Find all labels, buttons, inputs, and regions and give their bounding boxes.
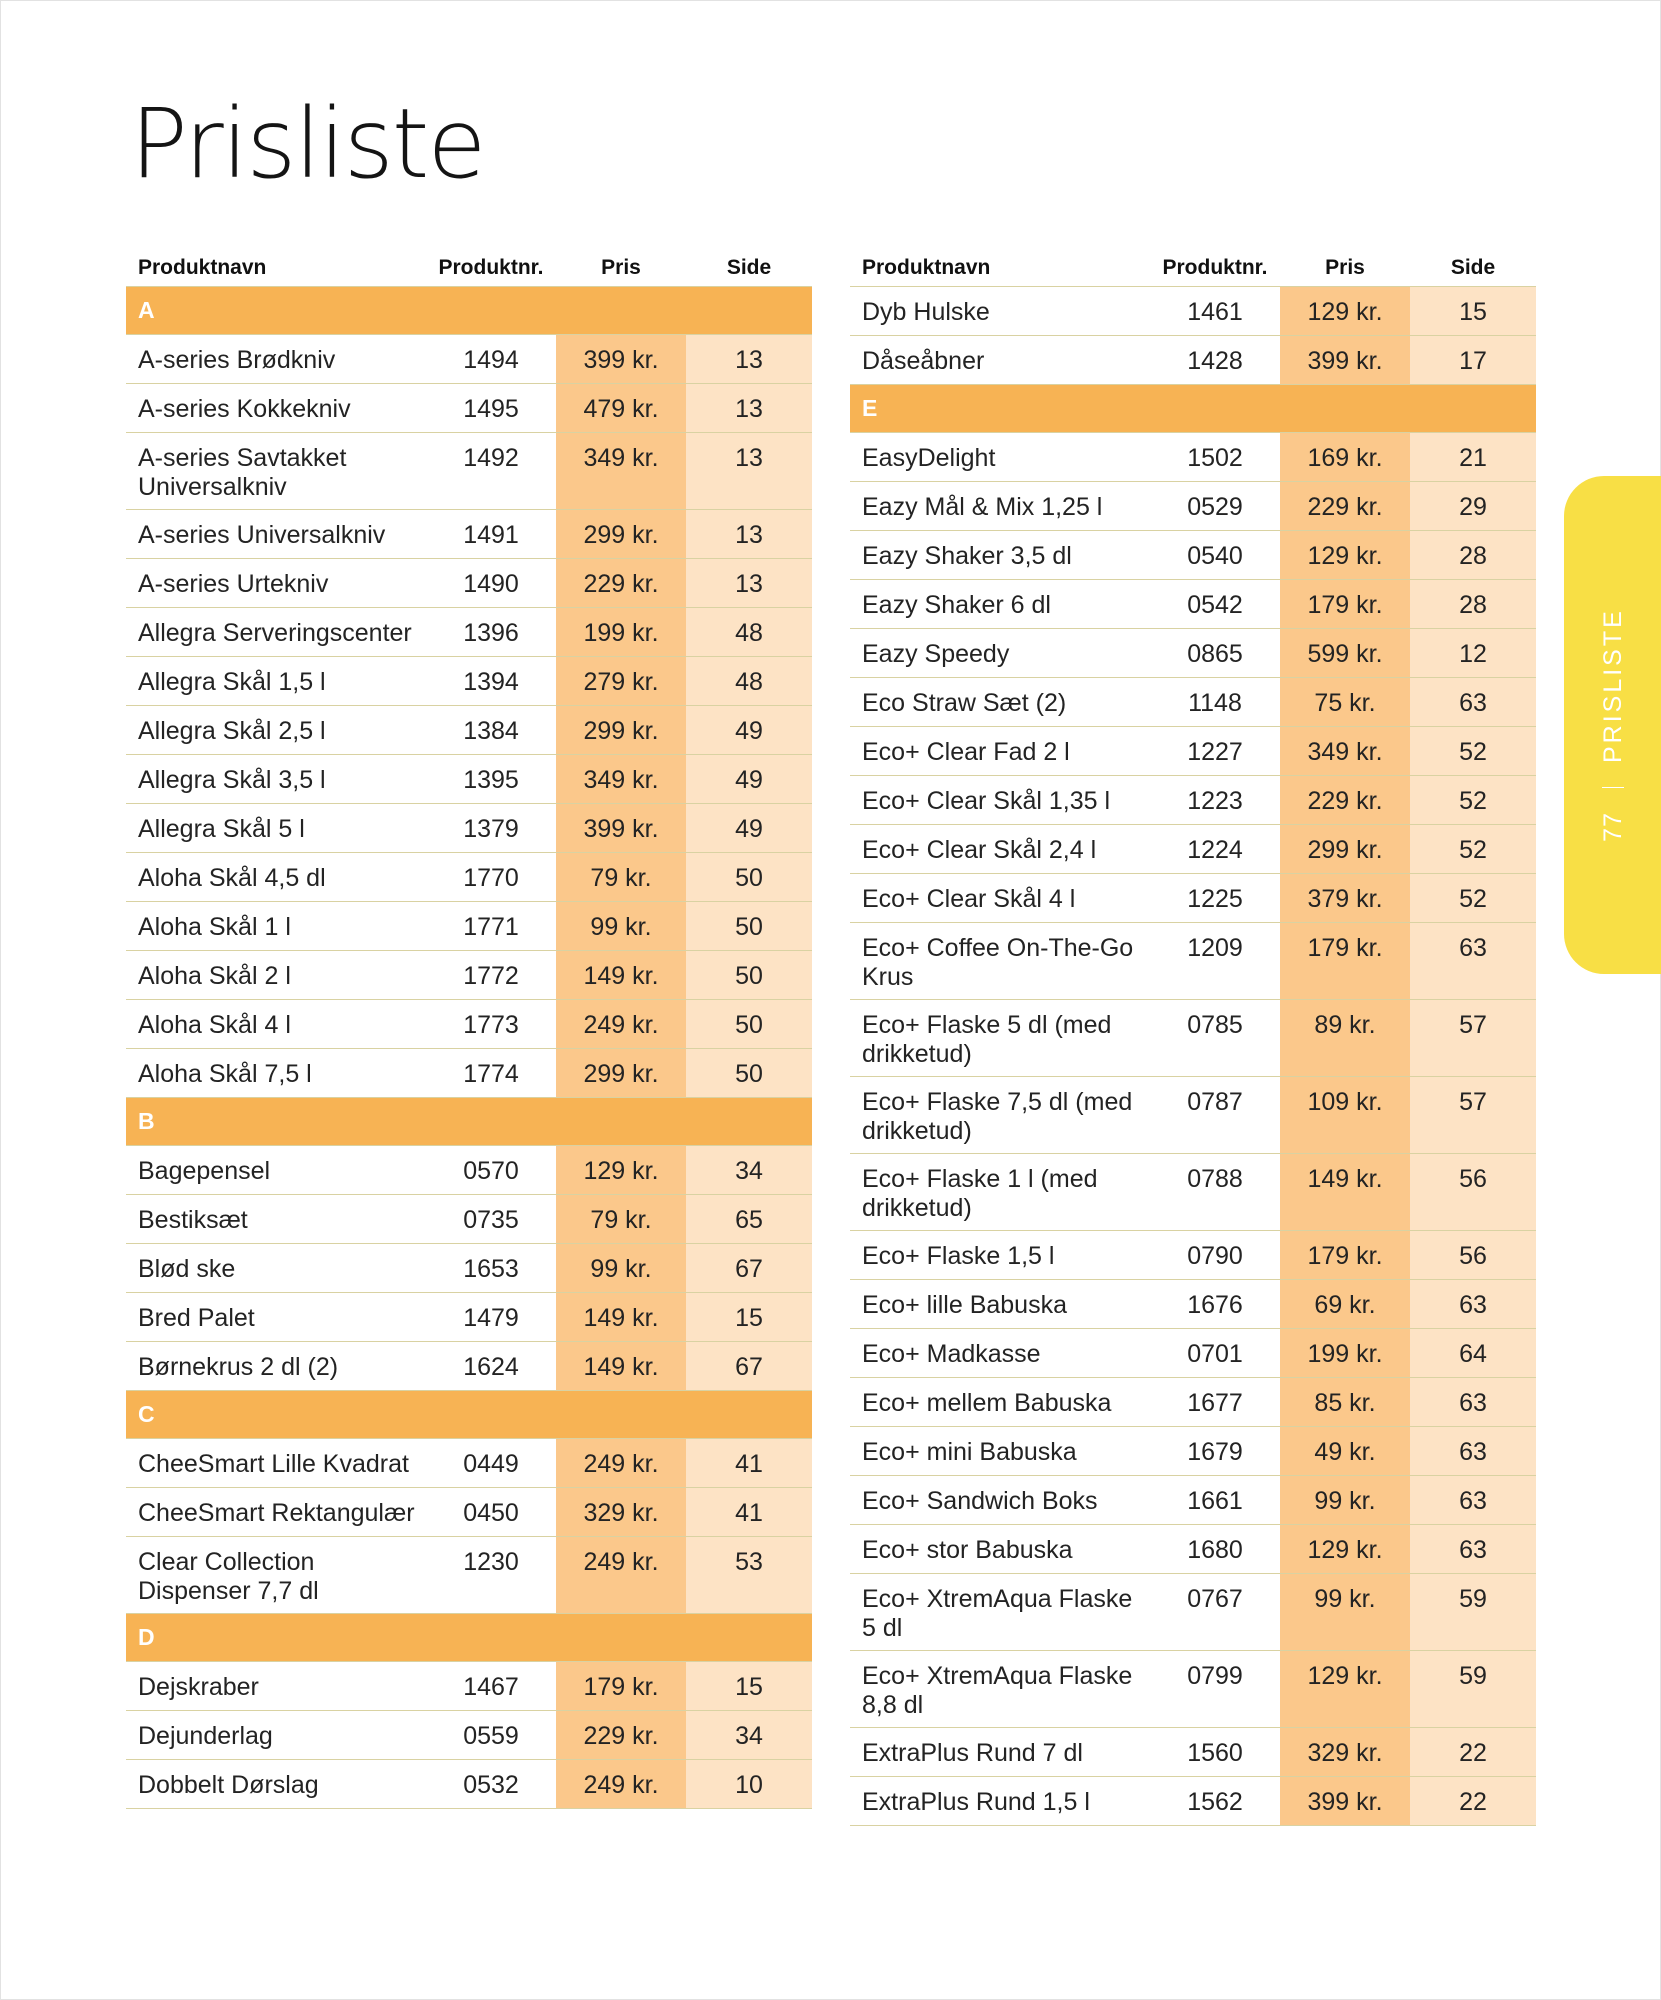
table-row [850, 1574, 1536, 1651]
product-number: 1223 [1187, 787, 1243, 815]
product-number: 1227 [1187, 738, 1243, 766]
product-name: Eco+ stor Babuska [862, 1536, 1073, 1564]
price-table-right [850, 240, 1536, 1826]
product-number: 1230 [463, 1548, 519, 1576]
table-row [126, 951, 812, 1000]
product-name: Eco+ XtremAqua Flaske 8,8 dl [862, 1662, 1133, 1719]
product-name: Bred Palet [138, 1304, 255, 1332]
tab-divider [1602, 787, 1624, 788]
page-cell: 49 [686, 804, 812, 852]
product-number: 1461 [1187, 298, 1243, 326]
price-cell: 179 kr. [1280, 1231, 1410, 1279]
table-row [126, 1760, 812, 1809]
page-cell: 63 [1410, 678, 1536, 726]
product-number: 1491 [463, 521, 519, 549]
table-row [126, 1293, 812, 1342]
table-row [126, 902, 812, 951]
table-row [126, 559, 812, 608]
price-cell: 99 kr. [1280, 1574, 1410, 1650]
table-row [850, 1427, 1536, 1476]
product-name: Eco+ Coffee On-The-Go Krus [862, 934, 1134, 991]
page-cell: 63 [1410, 1476, 1536, 1524]
product-number: 1225 [1187, 885, 1243, 913]
product-name: Bestiksæt [138, 1206, 248, 1234]
product-number: 1653 [463, 1255, 519, 1283]
table-row [850, 727, 1536, 776]
product-name: EasyDelight [862, 444, 996, 472]
product-name: Eco+ XtremAqua Flaske 5 dl [862, 1585, 1133, 1642]
table-row [126, 657, 812, 706]
product-name: Eazy Mål & Mix 1,25 l [862, 493, 1103, 521]
product-number: 1770 [463, 864, 519, 892]
page-cell: 63 [1410, 1525, 1536, 1573]
product-name: Bagepensel [138, 1157, 271, 1185]
product-name: Eco+ Madkasse [862, 1340, 1041, 1368]
price-cell: 399 kr. [556, 804, 686, 852]
product-number: 1384 [463, 717, 519, 745]
page-cell: 34 [686, 1711, 812, 1759]
price-cell: 399 kr. [1280, 336, 1410, 384]
table-row [850, 1329, 1536, 1378]
price-cell: 129 kr. [1280, 287, 1410, 335]
price-cell: 79 kr. [556, 1195, 686, 1243]
page-cell: 64 [1410, 1329, 1536, 1377]
product-name: A-series Kokkekniv [138, 395, 351, 423]
table-row [126, 1244, 812, 1293]
table-row [850, 923, 1536, 1000]
product-name: Allegra Skål 2,5 l [138, 717, 326, 745]
page-cell: 49 [686, 755, 812, 803]
product-number: 0570 [463, 1157, 519, 1185]
product-name: Eco Straw Sæt (2) [862, 689, 1067, 717]
table-row [126, 1049, 812, 1098]
page-cell: 52 [1410, 825, 1536, 873]
product-number: 1771 [463, 913, 519, 941]
product-name: Eco+ Flaske 7,5 dl (med drikketud) [862, 1088, 1133, 1145]
product-name: Eco+ Clear Skål 1,35 l [862, 787, 1111, 815]
product-name: Allegra Serveringscenter [138, 619, 412, 647]
product-number: 1396 [463, 619, 519, 647]
table-row [850, 336, 1536, 385]
page-cell: 48 [686, 657, 812, 705]
product-number: 0735 [463, 1206, 519, 1234]
product-number: 1148 [1188, 689, 1242, 717]
product-name: Eco+ Clear Skål 2,4 l [862, 836, 1097, 864]
product-number: 1773 [463, 1011, 519, 1039]
page-cell: 49 [686, 706, 812, 754]
price-cell: 299 kr. [556, 510, 686, 558]
product-name: ExtraPlus Rund 1,5 l [862, 1788, 1090, 1816]
product-name: A-series Universalkniv [138, 521, 386, 549]
product-number: 1395 [463, 766, 519, 794]
price-cell: 329 kr. [556, 1488, 686, 1536]
page-cell: 59 [1410, 1574, 1536, 1650]
page-cell: 22 [1410, 1777, 1536, 1825]
product-name: ExtraPlus Rund 7 dl [862, 1739, 1083, 1767]
table-row [126, 1439, 812, 1488]
table-row [126, 1662, 812, 1711]
product-number: 0559 [463, 1722, 519, 1750]
header-price: Pris [601, 256, 641, 279]
product-number: 1224 [1187, 836, 1243, 864]
price-cell: 149 kr. [556, 951, 686, 999]
page-cell: 48 [686, 608, 812, 656]
price-cell: 79 kr. [556, 853, 686, 901]
section-side-tab [1564, 476, 1661, 974]
table-row [850, 776, 1536, 825]
side-tab-content [1593, 515, 1633, 935]
price-cell: 129 kr. [1280, 531, 1410, 579]
table-row [850, 1154, 1536, 1231]
price-cell: 129 kr. [556, 1146, 686, 1194]
product-name: Blød ske [138, 1255, 236, 1283]
product-name: A-series Savtakket Universalkniv [138, 444, 347, 501]
product-number: 1772 [463, 962, 519, 990]
product-name: Eco+ Flaske 5 dl (med drikketud) [862, 1011, 1112, 1068]
price-cell: 249 kr. [556, 1439, 686, 1487]
price-cell: 479 kr. [556, 384, 686, 432]
product-number: 1479 [463, 1304, 519, 1332]
price-cell: 379 kr. [1280, 874, 1410, 922]
product-number: 1680 [1187, 1536, 1243, 1564]
price-cell: 249 kr. [556, 1000, 686, 1048]
product-number: 0799 [1187, 1662, 1243, 1690]
page-cell: 63 [1410, 1427, 1536, 1475]
page-cell: 22 [1410, 1728, 1536, 1776]
price-cell: 169 kr. [1280, 433, 1410, 481]
product-name: Aloha Skål 4,5 dl [138, 864, 326, 892]
product-number: 1677 [1187, 1389, 1243, 1417]
page-cell: 41 [686, 1439, 812, 1487]
page-cell: 59 [1410, 1651, 1536, 1727]
product-name: Dejskraber [138, 1673, 259, 1701]
product-number: 1490 [463, 570, 519, 598]
product-name: Eco+ lille Babuska [862, 1291, 1067, 1319]
product-number: 1394 [463, 668, 519, 696]
product-name: Eco+ Flaske 1 l (med drikketud) [862, 1165, 1098, 1222]
page-cell: 52 [1410, 874, 1536, 922]
table-row [850, 825, 1536, 874]
product-number: 0450 [463, 1499, 519, 1527]
table-body [850, 287, 1536, 1826]
page-cell: 57 [1410, 1077, 1536, 1153]
price-cell: 299 kr. [556, 706, 686, 754]
price-cell: 69 kr. [1280, 1280, 1410, 1328]
page-cell: 17 [1410, 336, 1536, 384]
table-row [850, 433, 1536, 482]
price-cell: 99 kr. [556, 902, 686, 950]
header-price: Pris [1325, 256, 1365, 279]
page-cell: 52 [1410, 727, 1536, 775]
product-number: 1661 [1187, 1487, 1243, 1515]
price-cell: 249 kr. [556, 1760, 686, 1808]
price-cell: 399 kr. [1280, 1777, 1410, 1825]
price-cell: 249 kr. [556, 1537, 686, 1613]
header-product-number: Produktnr. [1162, 256, 1268, 279]
table-row [850, 531, 1536, 580]
product-name: Eco+ Flaske 1,5 l [862, 1242, 1055, 1270]
product-name: Eco+ mellem Babuska [862, 1389, 1112, 1417]
table-row [126, 853, 812, 902]
table-row [850, 1280, 1536, 1329]
price-cell: 329 kr. [1280, 1728, 1410, 1776]
product-name: Aloha Skål 1 l [138, 913, 291, 941]
table-row [850, 482, 1536, 531]
table-row [850, 1651, 1536, 1728]
price-cell: 229 kr. [1280, 776, 1410, 824]
product-number: 1379 [463, 815, 519, 843]
side-tab-label: PRISLISTE [1598, 608, 1626, 764]
product-name: Eco+ Sandwich Boks [862, 1487, 1098, 1515]
price-cell: 129 kr. [1280, 1525, 1410, 1573]
product-number: 0785 [1187, 1011, 1243, 1039]
price-cell: 229 kr. [1280, 482, 1410, 530]
price-cell: 349 kr. [1280, 727, 1410, 775]
table-row [126, 1537, 812, 1614]
header-product-number: Produktnr. [438, 256, 544, 279]
product-name: Dobbelt Dørslag [138, 1771, 319, 1799]
page-cell: 13 [686, 335, 812, 383]
product-name: Børnekrus 2 dl (2) [138, 1353, 339, 1381]
product-name: Eazy Shaker 6 dl [862, 591, 1051, 619]
product-number: 1209 [1187, 934, 1243, 962]
price-cell: 85 kr. [1280, 1378, 1410, 1426]
page-cell: 67 [686, 1244, 812, 1292]
product-name: Allegra Skål 5 l [138, 815, 305, 843]
product-name: Eazy Shaker 3,5 dl [862, 542, 1072, 570]
table-row [126, 1711, 812, 1760]
header-product-name: Produktnavn [138, 256, 267, 279]
product-name: CheeSmart Rektangulær [138, 1499, 415, 1527]
product-name: Eco+ mini Babuska [862, 1438, 1077, 1466]
product-number: 0790 [1187, 1242, 1243, 1270]
page-cell: 13 [686, 510, 812, 558]
page-cell: 15 [686, 1662, 812, 1710]
product-name: Dyb Hulske [862, 298, 990, 326]
product-number: 0532 [463, 1771, 519, 1799]
product-number: 0788 [1187, 1165, 1243, 1193]
price-cell: 349 kr. [556, 433, 686, 509]
table-header [126, 240, 812, 287]
page-cell: 10 [686, 1760, 812, 1808]
table-row [850, 629, 1536, 678]
product-name: Eazy Speedy [862, 640, 1010, 668]
product-number: 0767 [1187, 1585, 1243, 1613]
product-number: 1492 [463, 444, 519, 472]
product-number: 0529 [1187, 493, 1243, 521]
product-name: Clear Collection Dispenser 7,7 dl [138, 1548, 319, 1605]
price-cell: 199 kr. [556, 608, 686, 656]
table-row [126, 1342, 812, 1391]
section-header: D [126, 1614, 812, 1662]
page-cell: 65 [686, 1195, 812, 1243]
price-cell: 599 kr. [1280, 629, 1410, 677]
product-number: 1774 [463, 1060, 519, 1088]
table-row [850, 1231, 1536, 1280]
price-cell: 279 kr. [556, 657, 686, 705]
page-cell: 52 [1410, 776, 1536, 824]
table-row [126, 706, 812, 755]
table-row [126, 755, 812, 804]
table-row [850, 1077, 1536, 1154]
product-name: CheeSmart Lille Kvadrat [138, 1450, 409, 1478]
price-cell: 99 kr. [556, 1244, 686, 1292]
product-number: 1679 [1187, 1438, 1243, 1466]
product-name: Allegra Skål 1,5 l [138, 668, 326, 696]
price-cell: 89 kr. [1280, 1000, 1410, 1076]
price-cell: 349 kr. [556, 755, 686, 803]
page-cell: 41 [686, 1488, 812, 1536]
price-cell: 75 kr. [1280, 678, 1410, 726]
price-cell: 49 kr. [1280, 1427, 1410, 1475]
product-name: Allegra Skål 3,5 l [138, 766, 326, 794]
product-number: 0701 [1187, 1340, 1243, 1368]
page-cell: 50 [686, 951, 812, 999]
price-table-left [126, 240, 812, 1809]
page-cell: 28 [1410, 580, 1536, 628]
table-row [850, 580, 1536, 629]
page-cell: 63 [1410, 1280, 1536, 1328]
page-cell: 50 [686, 1000, 812, 1048]
header-product-name: Produktnavn [862, 256, 991, 279]
section-header: C [126, 1391, 812, 1439]
section-header: E [850, 385, 1536, 433]
table-row [126, 1488, 812, 1537]
table-body [126, 287, 812, 1809]
table-row [126, 433, 812, 510]
header-page: Side [726, 256, 772, 279]
price-cell: 149 kr. [556, 1293, 686, 1341]
product-number: 0540 [1187, 542, 1243, 570]
price-cell: 149 kr. [1280, 1154, 1410, 1230]
price-cell: 399 kr. [556, 335, 686, 383]
product-number: 1562 [1187, 1788, 1243, 1816]
page-cell: 13 [686, 559, 812, 607]
table-row [126, 1000, 812, 1049]
table-row [850, 1728, 1536, 1777]
page-cell: 12 [1410, 629, 1536, 677]
product-name: Dejunderlag [138, 1722, 273, 1750]
price-cell: 229 kr. [556, 559, 686, 607]
table-row [126, 608, 812, 657]
page-cell: 13 [686, 433, 812, 509]
product-name: Aloha Skål 4 l [138, 1011, 291, 1039]
product-number: 0542 [1187, 591, 1243, 619]
product-number: 0449 [463, 1450, 519, 1478]
page-cell: 50 [686, 853, 812, 901]
page-cell: 15 [686, 1293, 812, 1341]
table-row [126, 1146, 812, 1195]
table-row [850, 1000, 1536, 1077]
table-row [126, 1195, 812, 1244]
price-cell: 199 kr. [1280, 1329, 1410, 1377]
page-cell: 50 [686, 902, 812, 950]
product-name: Eco+ Clear Skål 4 l [862, 885, 1076, 913]
table-row [850, 678, 1536, 727]
table-row [850, 1476, 1536, 1525]
table-row [850, 874, 1536, 923]
page-cell: 57 [1410, 1000, 1536, 1076]
table-header [850, 240, 1536, 287]
section-header: A [126, 287, 812, 335]
price-cell: 179 kr. [1280, 923, 1410, 999]
page-cell: 63 [1410, 1378, 1536, 1426]
price-cell: 229 kr. [556, 1711, 686, 1759]
table-row [126, 804, 812, 853]
product-number: 1624 [463, 1353, 519, 1381]
product-name: Aloha Skål 2 l [138, 962, 291, 990]
section-header: B [126, 1098, 812, 1146]
table-row [850, 1378, 1536, 1427]
price-cell: 129 kr. [1280, 1651, 1410, 1727]
table-row [850, 287, 1536, 336]
page-cell: 29 [1410, 482, 1536, 530]
price-cell: 299 kr. [1280, 825, 1410, 873]
product-number: 1676 [1187, 1291, 1243, 1319]
product-number: 1560 [1187, 1739, 1243, 1767]
product-name: A-series Brødkniv [138, 346, 336, 374]
price-cell: 299 kr. [556, 1049, 686, 1097]
page-cell: 50 [686, 1049, 812, 1097]
header-page: Side [1450, 256, 1496, 279]
product-number: 0865 [1187, 640, 1243, 668]
product-number: 1495 [463, 395, 519, 423]
price-cell: 179 kr. [1280, 580, 1410, 628]
product-name: Aloha Skål 7,5 l [138, 1060, 312, 1088]
product-number: 1467 [463, 1673, 519, 1701]
page-title: Prisliste [130, 88, 485, 200]
page-cell: 53 [686, 1537, 812, 1613]
table-row [126, 335, 812, 384]
product-number: 0787 [1187, 1088, 1243, 1116]
price-cell: 99 kr. [1280, 1476, 1410, 1524]
product-name: Dåseåbner [862, 347, 985, 375]
table-row [126, 384, 812, 433]
price-cell: 109 kr. [1280, 1077, 1410, 1153]
table-row [850, 1525, 1536, 1574]
product-name: A-series Urtekniv [138, 570, 329, 598]
product-number: 1502 [1187, 444, 1243, 472]
page-cell: 63 [1410, 923, 1536, 999]
page-cell: 34 [686, 1146, 812, 1194]
page-cell: 15 [1410, 287, 1536, 335]
page-number: 77 [1598, 812, 1626, 842]
table-row [850, 1777, 1536, 1826]
price-cell: 149 kr. [556, 1342, 686, 1390]
product-number: 1428 [1187, 347, 1243, 375]
page-cell: 28 [1410, 531, 1536, 579]
page-cell: 56 [1410, 1231, 1536, 1279]
product-number: 1494 [463, 346, 519, 374]
table-row [126, 510, 812, 559]
page-cell: 13 [686, 384, 812, 432]
page-cell: 67 [686, 1342, 812, 1390]
product-name: Eco+ Clear Fad 2 l [862, 738, 1070, 766]
page-cell: 56 [1410, 1154, 1536, 1230]
page-cell: 21 [1410, 433, 1536, 481]
price-cell: 179 kr. [556, 1662, 686, 1710]
